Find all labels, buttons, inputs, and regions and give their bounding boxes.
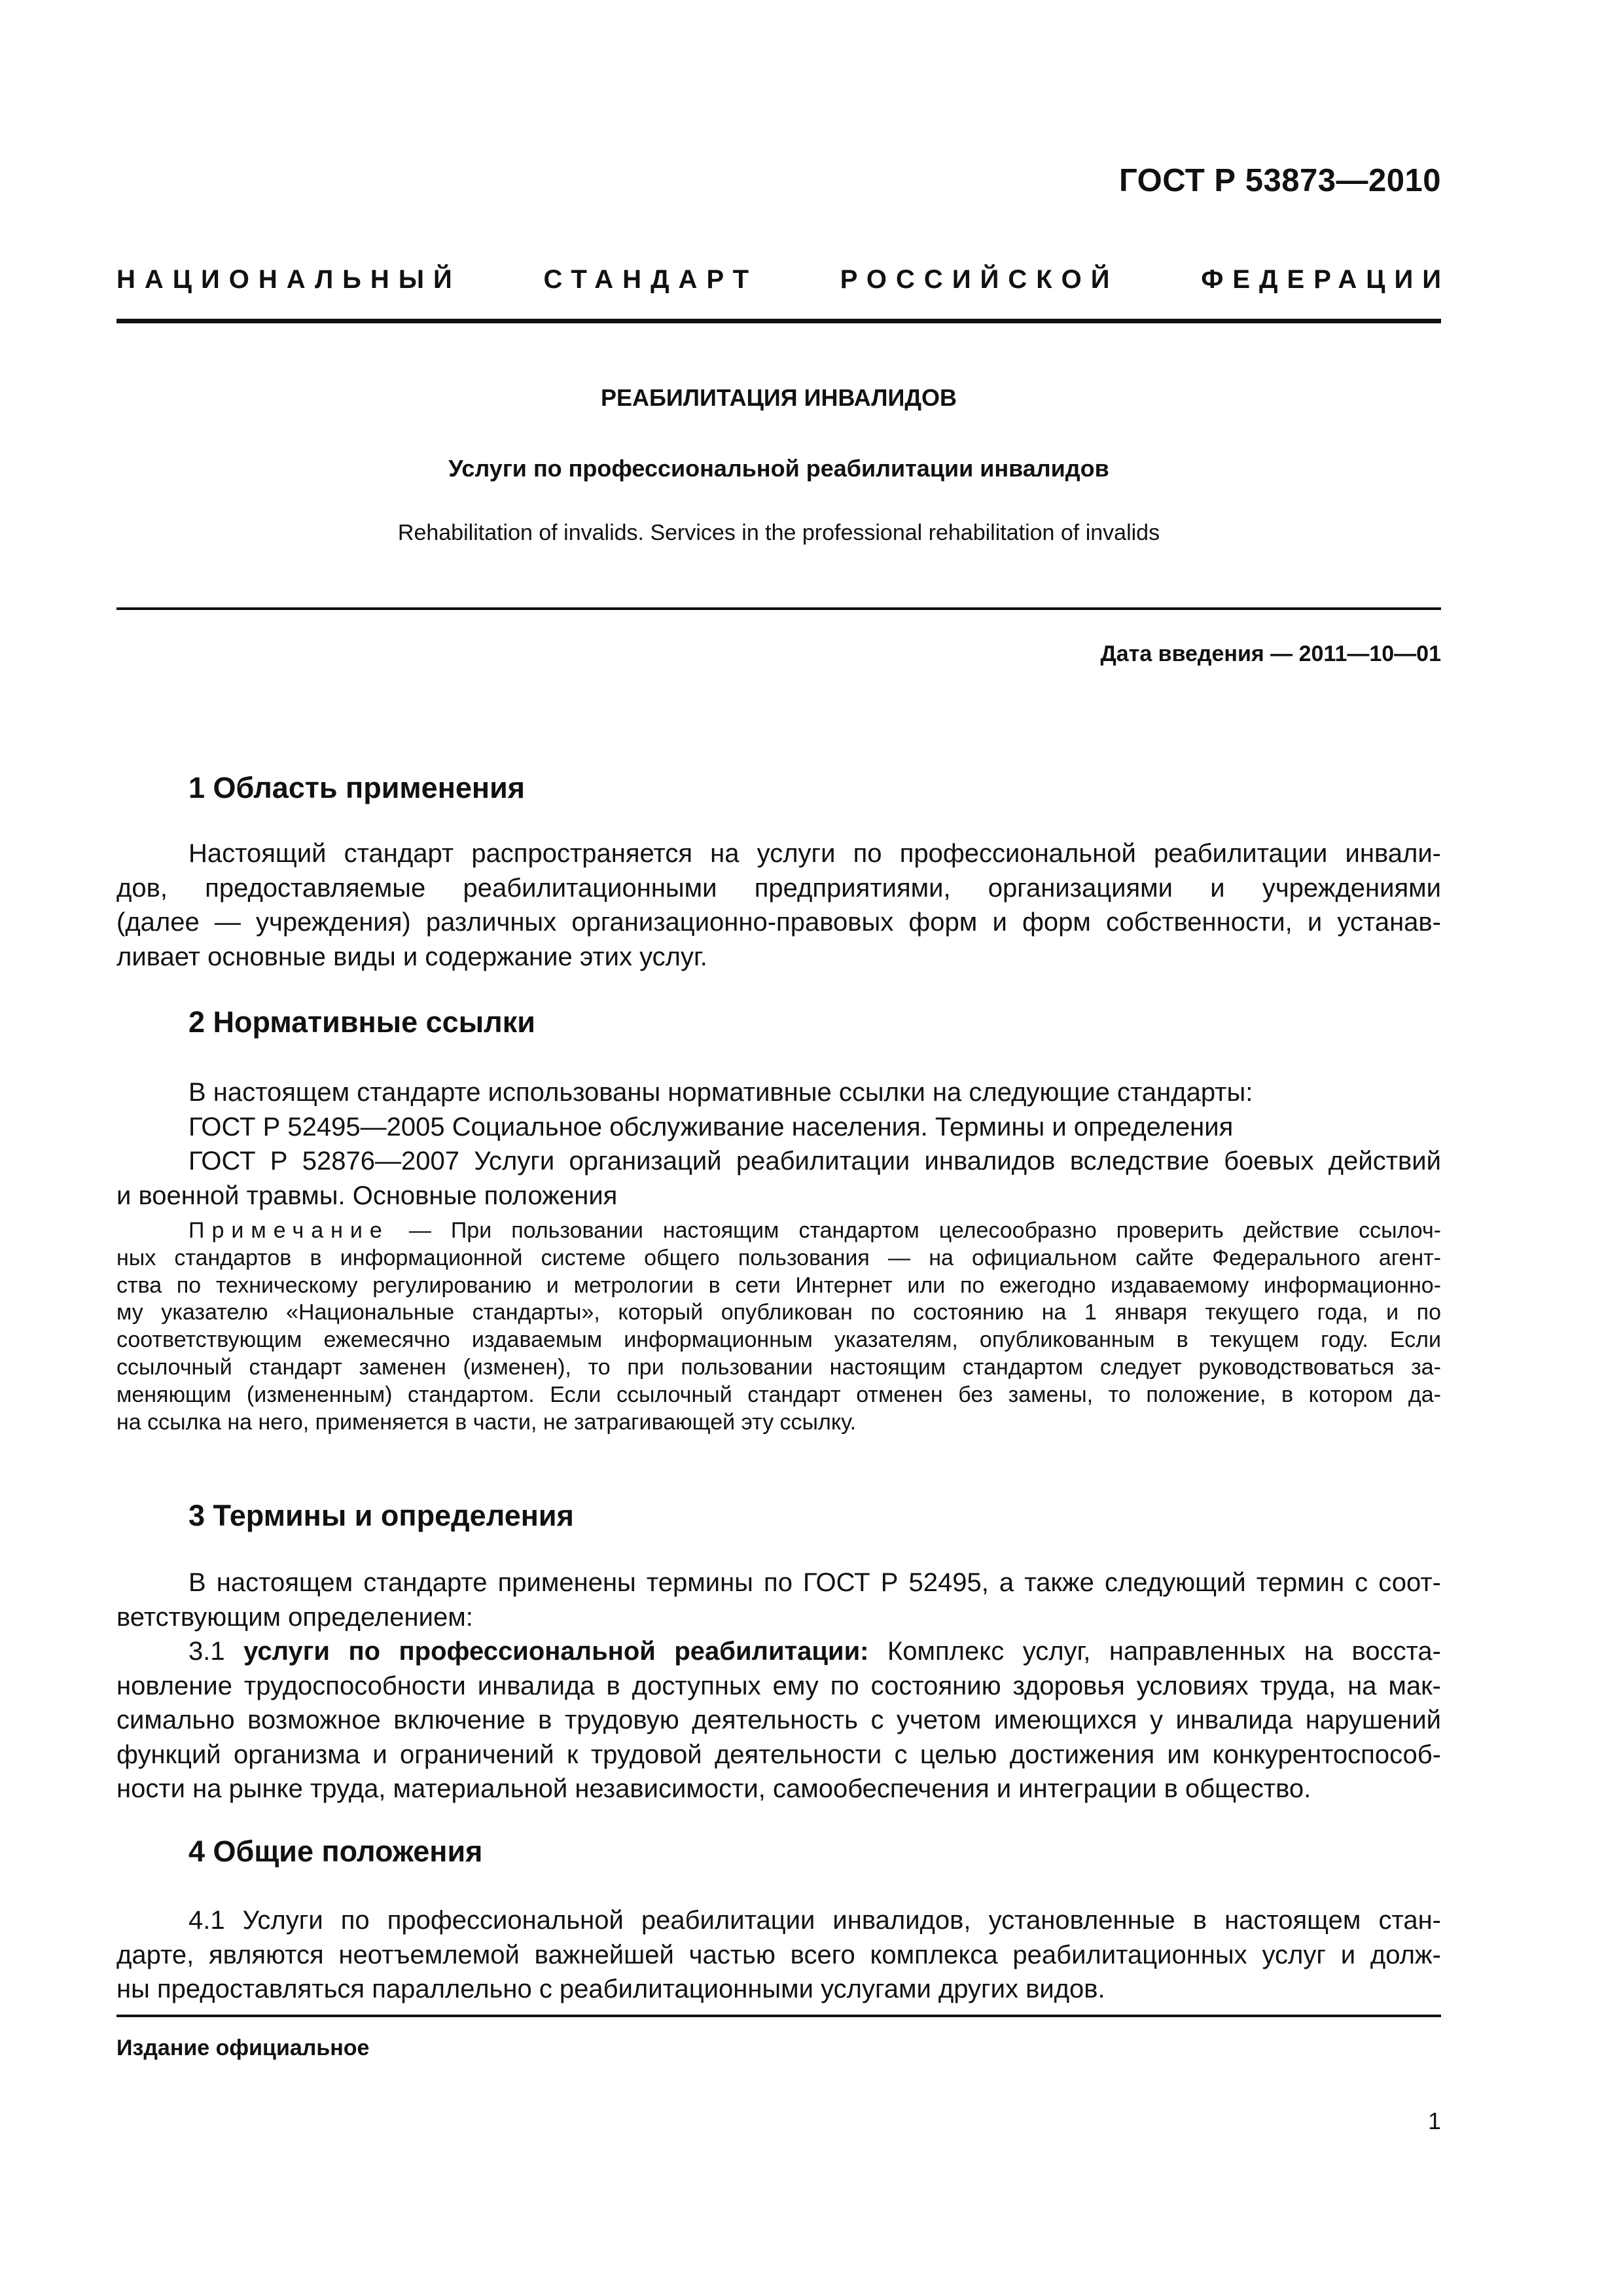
paragraph-line: В настоящем стандарте использованы нормативные ссылки на следующие стандарты: xyxy=(188,1078,1253,1107)
section-heading-scope: 1 Область применения xyxy=(188,771,526,804)
footer-divider xyxy=(116,2015,1441,2017)
term-first-line xyxy=(116,1634,1441,1669)
national-standard-banner xyxy=(116,265,1450,295)
paragraph-line: Настоящий стандарт распространяется на услуги по профессиональной реабилитации инвали- xyxy=(188,839,1441,868)
banner-word: СТАНДАРТ xyxy=(543,265,758,294)
note-line: му указателю «Национальные стандарты», который опубликован по состоянию на 1 января текущего года, и по xyxy=(116,1300,1441,1325)
title-divider xyxy=(116,607,1441,610)
paragraph-line: 4.1 Услуги по профессиональной реабилитации инвалидов, установленные в настоящем стан- xyxy=(188,1906,1441,1935)
term-number: 3.1 xyxy=(188,1637,244,1666)
note-first-line xyxy=(116,1217,1441,1245)
references-paragraph xyxy=(116,1075,1441,1213)
note-line: соответствующим ежемесячно издаваемым информационным указателям, опубликованным в текущем году. Если xyxy=(116,1327,1441,1353)
section-heading-references: 2 Нормативные ссылки xyxy=(188,1005,535,1039)
banner-word: ФЕДЕРАЦИИ xyxy=(1201,265,1450,294)
paragraph-line: В настоящем стандарте применены термины по ГОСТ Р 52495, а также следующий термин с соот- xyxy=(188,1568,1441,1597)
paragraph-line: дов, предоставляемые реабилитационными предприятиями, организациями и учреждениями xyxy=(116,873,1441,903)
document-subtitle: Услуги по профессиональной реабилитации инвалидов xyxy=(448,455,1109,482)
note-line: ства по техническому регулированию и метрологии в сети Интернет или по ежегодно издаваемому информационно- xyxy=(116,1272,1441,1298)
terms-paragraph xyxy=(116,1566,1441,1806)
document-title: РЕАБИЛИТАЦИЯ ИНВАЛИДОВ xyxy=(601,384,957,411)
note-line: ссылочный стандарт заменен (изменен), то при пользовании настоящим стандартом следует руководствоваться за- xyxy=(116,1354,1441,1380)
paragraph-line: ны предоставляться параллельно с реабилитационными услугами других видов. xyxy=(116,1975,1105,2003)
note-text: — При пользовании настоящим стандартом целесообразно проверить действие ссылоч- xyxy=(389,1218,1441,1243)
paragraph-line: (далее — учреждения) различных организационно-правовых форм и форм собственности, и устанав- xyxy=(116,908,1441,937)
note-label: Примечание xyxy=(188,1218,389,1243)
term-definition: Комплекс услуг, направленных на восста- xyxy=(868,1637,1442,1666)
section-heading-general: 4 Общие положения xyxy=(188,1835,483,1868)
banner-word: РОССИЙСКОЙ xyxy=(840,265,1119,294)
paragraph-line: ности на рынке труда, материальной независимости, самообеспечения и интеграции в общество. xyxy=(116,1774,1311,1803)
header-divider xyxy=(116,319,1441,323)
references-note xyxy=(116,1217,1441,1436)
general-paragraph xyxy=(116,1903,1441,2007)
section-heading-terms: 3 Термины и определения xyxy=(188,1499,574,1532)
reference-item: ГОСТ Р 52495—2005 Социальное обслуживание населения. Термины и определения xyxy=(188,1112,1234,1141)
document-code: ГОСТ Р 53873—2010 xyxy=(1118,163,1441,198)
banner-word: НАЦИОНАЛЬНЫЙ xyxy=(116,265,461,294)
paragraph-line: симально возможное включение в трудовую деятельность с учетом имеющихся у инвалида нарушений xyxy=(116,1706,1441,1734)
official-edition-label: Издание официальное xyxy=(116,2036,370,2060)
paragraph-line: ветствующим определением: xyxy=(116,1602,473,1632)
paragraph-line: дарте, являются неотъемлемой важнейшей частью всего комплекса реабилитационных услуг и долж- xyxy=(116,1940,1441,1969)
english-title: Rehabilitation of invalids. Services in the professional rehabilitation of invalids xyxy=(397,520,1160,545)
page-number: 1 xyxy=(1427,2108,1441,2134)
note-line: на ссылка на него, применяется в части, не затрагивающей эту ссылку. xyxy=(116,1409,857,1435)
scope-paragraph xyxy=(116,836,1441,974)
term-name: услуги по профессиональной реабилитации: xyxy=(243,1637,869,1666)
note-line: ных стандартов в информационной системе общего пользования — на официальном сайте Федерального агент- xyxy=(116,1245,1441,1270)
note-line: меняющим (измененным) стандартом. Если ссылочный стандарт отменен без замены, то положение, в котором да- xyxy=(116,1382,1441,1407)
introduction-date: Дата введения — 2011—10—01 xyxy=(1100,641,1441,666)
reference-item-continuation: и военной травмы. Основные положения xyxy=(116,1181,618,1210)
reference-item: ГОСТ Р 52876—2007 Услуги организаций реабилитации инвалидов вследствие боевых действий xyxy=(188,1147,1441,1175)
paragraph-line: ливает основные виды и содержание этих услуг. xyxy=(116,942,707,971)
paragraph-line: функций организма и ограничений к трудовой деятельности с целью достижения им конкурентоспособ- xyxy=(116,1740,1441,1769)
paragraph-line: новление трудоспособности инвалида в доступных ему по состоянию здоровья условиях труда, на мак- xyxy=(116,1671,1441,1700)
